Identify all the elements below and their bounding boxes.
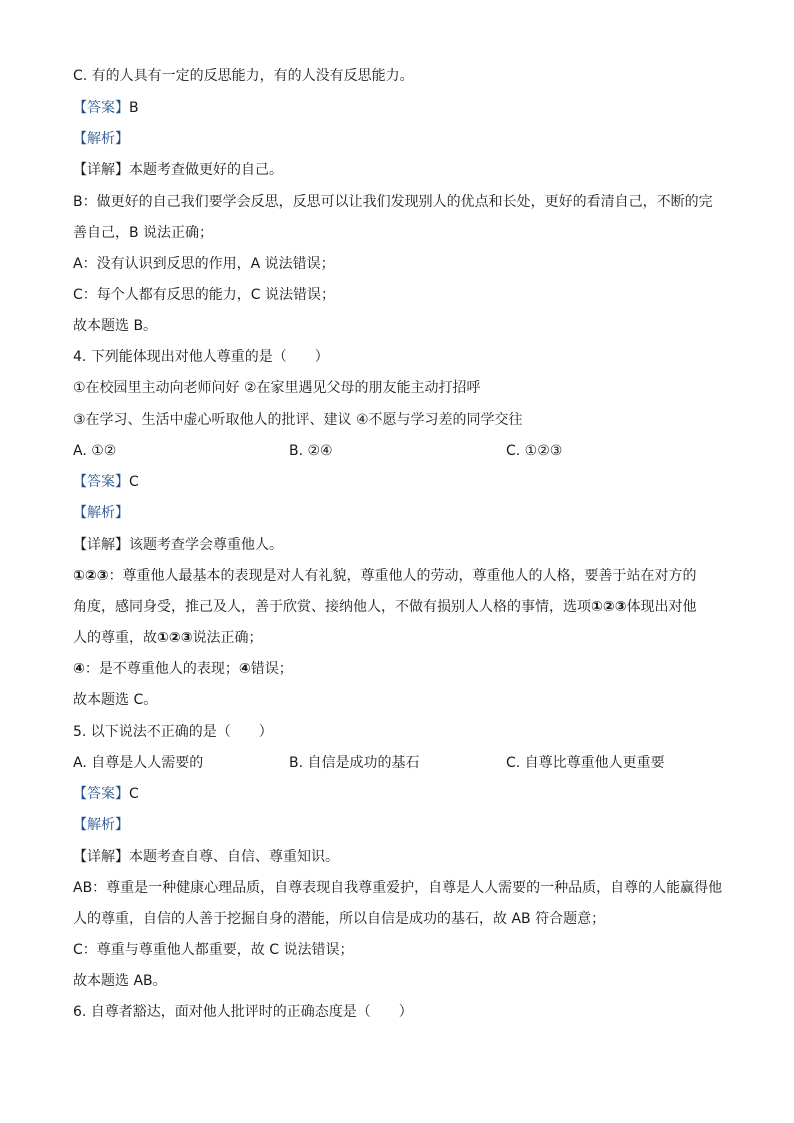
- q4-expl-3: [73, 628, 723, 648]
- q4-items-1: ①在校园里主动向老师问好 ②在家里遇见父母的朋友能主动打招呼: [73, 380, 481, 396]
- q4-expl-1: [73, 566, 723, 586]
- bold-numerals: ①②③: [73, 568, 109, 584]
- expl-text: 角度，感同身受，推己及人，善于欣赏、接纳他人，不做有损别人人格的事情，选项: [73, 599, 591, 615]
- q5-stem: 5. 以下说法不正确的是（ ）: [73, 724, 273, 740]
- q5-answer: [73, 784, 723, 804]
- q5-expl-c: C：尊重与尊重他人都重要，故 C 说法错误；: [73, 942, 354, 958]
- q4-answer: [73, 472, 723, 492]
- bold-numerals: ①②③: [591, 599, 627, 615]
- q6-stem: 6. 自尊者豁达，面对他人批评时的正确态度是（ ）: [73, 1004, 413, 1020]
- q3-conclusion: 故本题选 B。: [73, 318, 158, 334]
- detail-tag: 【详解】: [73, 849, 129, 865]
- bold-numerals: ①②③: [157, 630, 193, 646]
- q5-detail: [73, 847, 723, 867]
- answer-value: B: [129, 100, 139, 116]
- q3-expl-c: C：每个人都有反思的能力，C 说法错误；: [73, 287, 335, 303]
- expl-text: 体现出对他: [626, 599, 697, 615]
- q4-expl-2: [73, 597, 723, 617]
- detail-text: 该题考查学会尊重他人。: [129, 537, 283, 553]
- bold-numerals: ④: [73, 661, 85, 677]
- expl-text: ：是不尊重他人的表现；: [84, 661, 239, 677]
- q4-option-c: C. ①②③: [506, 443, 563, 459]
- q4-option-b: B. ②④: [289, 443, 333, 459]
- detail-text: 本题考查自尊、自信、尊重知识。: [129, 849, 339, 865]
- expl-text: ：尊重他人最基本的表现是对人有礼貌，尊重他人的劳动，尊重他人的人格，要善于站在对方的: [108, 568, 697, 584]
- expl-text: 错误；: [250, 661, 293, 677]
- expl-text: 说法正确；: [192, 630, 263, 646]
- answer-tag: 【答案】: [73, 100, 129, 116]
- q3-expl-b-2: 善自己，B 说法正确；: [73, 225, 214, 241]
- q4-items-2: ③在学习、生活中虚心听取他人的批评、建议 ④不愿与学习差的同学交往: [73, 412, 523, 428]
- q5-expl-ab-2: 人的尊重，自信的人善于挖掘自身的潜能，所以自信是成功的基石，故 AB 符合题意；: [73, 911, 606, 927]
- q3-detail: [73, 160, 723, 180]
- bold-numerals: ④: [238, 661, 251, 677]
- q4-stem: 4. 下列能体现出对他人尊重的是（ ）: [73, 349, 329, 365]
- q3-expl-a: A：没有认识到反思的作用，A 说法错误；: [73, 256, 335, 272]
- q4-conclusion: 故本题选 C。: [73, 692, 158, 708]
- q5-conclusion: 故本题选 AB。: [73, 973, 167, 989]
- expl-text: 人的尊重，故: [73, 630, 157, 646]
- answer-tag: 【答案】: [73, 474, 129, 490]
- detail-tag: 【详解】: [73, 537, 129, 553]
- q5-option-b: B. 自信是成功的基石: [289, 755, 420, 771]
- q5-option-c: C. 自尊比尊重他人更重要: [506, 755, 665, 771]
- q4-analysis-tag: 【解析】: [73, 505, 129, 521]
- detail-tag: 【详解】: [73, 162, 129, 178]
- q3-analysis-tag: 【解析】: [73, 131, 129, 147]
- q4-option-a: A. ①②: [73, 443, 117, 459]
- detail-text: 本题考查做更好的自己。: [129, 162, 283, 178]
- answer-tag: 【答案】: [73, 786, 129, 802]
- q3-option-c: C. 有的人具有一定的反思能力，有的人没有反思能力。: [73, 68, 414, 84]
- q4-expl-4: [73, 659, 723, 679]
- q3-expl-b-1: B：做更好的自己我们要学会反思，反思可以让我们发现别人的优点和长处，更好的看清自己，不断的完: [73, 194, 713, 210]
- q3-answer: [73, 98, 723, 118]
- q5-option-a: A. 自尊是人人需要的: [73, 755, 204, 771]
- q5-analysis-tag: 【解析】: [73, 817, 129, 833]
- answer-value: C: [129, 786, 139, 802]
- q4-detail: [73, 535, 723, 555]
- answer-value: C: [129, 474, 139, 490]
- q5-expl-ab-1: AB：尊重是一种健康心理品质，自尊表现自我尊重爱护，自尊是人人需要的一种品质，自尊的人能赢得他: [73, 880, 723, 896]
